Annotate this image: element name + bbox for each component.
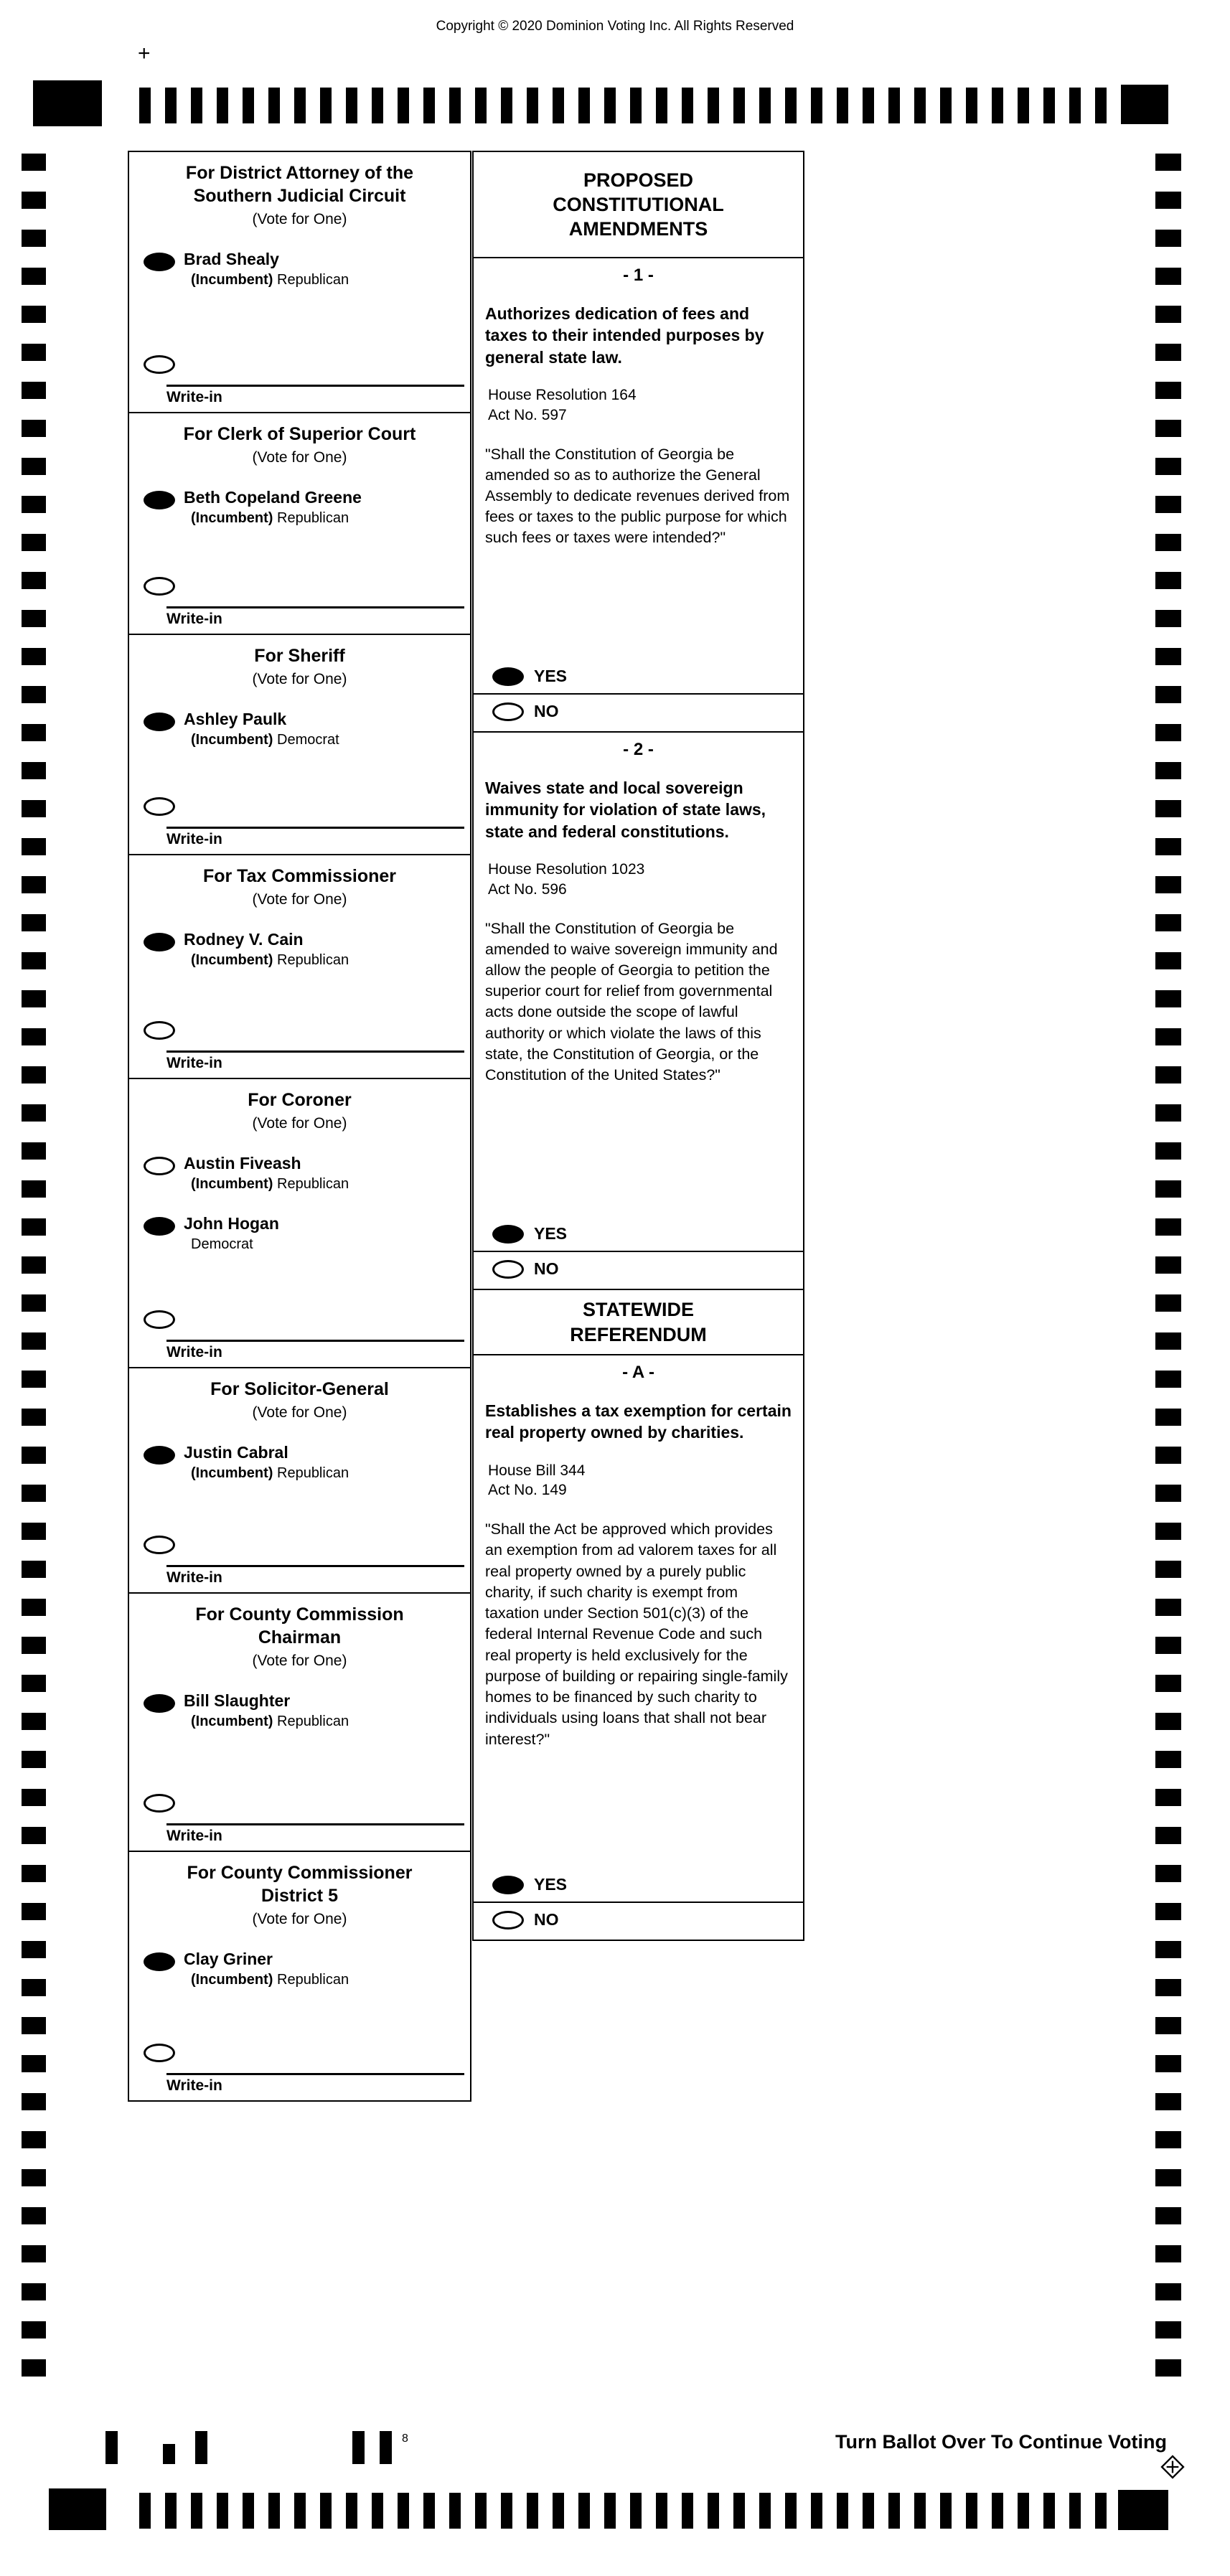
write-in-label: Write-in <box>166 1055 222 1071</box>
amendments-header <box>472 151 804 258</box>
measure-summary: Establishes a tax exemption for certain real property owned by charities. <box>485 1401 792 1442</box>
contest-title-line: Chairman <box>258 1627 342 1647</box>
candidate-name: Austin Fiveash <box>184 1154 301 1172</box>
write-in-label: Write-in <box>166 1344 222 1360</box>
candidate-oval-filled[interactable] <box>144 713 175 731</box>
write-in-oval-row <box>129 1310 470 1332</box>
contest-tax-commissioner <box>128 854 471 1079</box>
no-choice-row <box>485 702 792 721</box>
contest-title-line: For County Commissioner <box>187 1863 413 1883</box>
yes-oval[interactable] <box>492 1225 524 1244</box>
candidate-party <box>184 1714 349 1730</box>
ballot-id-mark <box>380 2431 392 2464</box>
no-oval[interactable] <box>492 1911 524 1929</box>
candidate-text <box>184 1950 349 1988</box>
ballot-id-mark <box>105 2431 118 2464</box>
write-in-line[interactable] <box>166 2073 464 2095</box>
write-in-oval-row <box>129 1794 470 1816</box>
candidate-oval-filled[interactable] <box>144 253 175 271</box>
vote-for-instruction: (Vote for One) <box>252 1404 347 1421</box>
ballot-id-mark <box>195 2431 207 2464</box>
vote-for-instruction: (Vote for One) <box>252 1911 347 1927</box>
write-in-oval-row <box>129 355 470 377</box>
spacer <box>129 1730 470 1794</box>
measure-ref-line: Act No. 597 <box>488 406 567 423</box>
no-oval[interactable] <box>492 1260 524 1279</box>
measure-reference <box>485 385 792 425</box>
choice-separator <box>474 693 803 695</box>
candidate-qualifier: (Incumbent) <box>191 952 273 968</box>
spacer <box>485 1086 792 1224</box>
candidate-row <box>129 1214 470 1253</box>
header-line: REFERENDUM <box>570 1323 707 1345</box>
measure-number: - 2 - <box>623 740 654 759</box>
measure-ref-line: Act No. 149 <box>488 1482 567 1499</box>
measure-question: "Shall the Act be approved which provides an exemption from ad valorem taxes for all real property owned by a purely public charity, if such charity is exempt from taxation under Section 501(c)(3) of the federal Internal Revenue Code and such real property is held exclusively for the purpose of building or repairing single-family homes to be financed by such charity to individuals using loans that shall not bear interest?" <box>485 1520 788 1748</box>
candidate-oval-filled[interactable] <box>144 933 175 951</box>
timing-corner-square <box>49 2488 106 2530</box>
ballot-id-char: 8 <box>402 2432 408 2445</box>
spacer <box>129 1253 470 1310</box>
write-in-label: Write-in <box>166 389 222 405</box>
candidate-name: Bill Slaughter <box>184 1691 291 1710</box>
referendum-header <box>472 1289 804 1355</box>
vote-for-instruction: (Vote for One) <box>252 449 347 466</box>
candidate-oval-filled[interactable] <box>144 1694 175 1713</box>
candidate-text <box>184 1214 279 1253</box>
candidate-qualifier: (Incumbent) <box>191 1176 273 1192</box>
vote-for-instruction: (Vote for One) <box>252 1653 347 1669</box>
spacer <box>129 527 470 577</box>
timing-marks-top <box>139 88 1107 123</box>
no-label: NO <box>534 1910 559 1929</box>
yes-oval[interactable] <box>492 1876 524 1894</box>
candidate-oval-filled[interactable] <box>144 1217 175 1236</box>
candidate-text <box>184 488 362 527</box>
write-in-label: Write-in <box>166 831 222 847</box>
candidate-party <box>184 952 349 969</box>
contest-district-attorney <box>128 151 471 413</box>
candidate-oval-filled[interactable] <box>144 491 175 509</box>
timing-corner-square <box>33 80 102 126</box>
candidate-party <box>184 272 349 288</box>
measure-reference <box>485 1461 792 1500</box>
candidate-row <box>129 710 470 748</box>
contest-title-line: For Sheriff <box>254 646 345 666</box>
write-in-oval[interactable] <box>144 1021 175 1040</box>
contest-county-commission-chairman <box>128 1592 471 1852</box>
header-line: AMENDMENTS <box>568 218 708 240</box>
write-in-line[interactable] <box>166 1340 464 1361</box>
spacer <box>129 748 470 797</box>
yes-oval[interactable] <box>492 667 524 686</box>
candidate-oval-empty[interactable] <box>144 1157 175 1175</box>
yes-choice-row <box>485 667 792 686</box>
contest-title-line: District 5 <box>261 1886 338 1906</box>
vote-for-instruction: (Vote for One) <box>252 1115 347 1132</box>
contest-solicitor-general <box>128 1367 471 1594</box>
candidate-party <box>184 1972 349 1988</box>
no-choice-row <box>485 1910 792 1929</box>
yes-choice-row <box>485 1224 792 1244</box>
registration-mark-icon <box>1158 2453 1187 2481</box>
candidate-oval-filled[interactable] <box>144 1446 175 1465</box>
header-line: PROPOSED <box>583 169 694 191</box>
candidate-name: Justin Cabral <box>184 1443 288 1462</box>
contest-coroner <box>128 1078 471 1368</box>
measure-ref-line: Act No. 596 <box>488 880 567 898</box>
yes-label: YES <box>534 1875 568 1894</box>
yes-label: YES <box>534 667 568 685</box>
contests-column <box>128 151 471 2102</box>
candidate-row <box>129 1154 470 1193</box>
candidate-name: Rodney V. Cain <box>184 930 304 949</box>
candidate-party-name: Republican <box>277 1465 349 1481</box>
choice-separator <box>474 1902 803 1903</box>
contest-clerk-superior-court <box>128 412 471 635</box>
contest-title-line: Southern Judicial Circuit <box>193 186 406 206</box>
measure-summary: Authorizes dedication of fees and taxes to their intended purposes by general state law. <box>485 304 764 367</box>
write-in-label: Write-in <box>166 1828 222 1844</box>
candidate-oval-filled[interactable] <box>144 1952 175 1971</box>
candidate-text <box>184 1691 349 1730</box>
candidate-name: Ashley Paulk <box>184 710 287 728</box>
candidate-party-name: Republican <box>277 1972 349 1988</box>
contest-title <box>129 1852 470 1907</box>
write-in-line[interactable] <box>166 827 464 848</box>
header-line: STATEWIDE <box>583 1299 694 1321</box>
candidate-row <box>129 488 470 527</box>
contest-title <box>129 1594 470 1649</box>
candidate-row <box>129 1950 470 1988</box>
contest-title <box>129 635 470 667</box>
contest-county-commissioner-district-5 <box>128 1851 471 2102</box>
vote-for-instruction: (Vote for One) <box>252 891 347 908</box>
candidate-qualifier: (Incumbent) <box>191 1714 273 1729</box>
write-in-oval[interactable] <box>144 797 175 816</box>
candidate-party <box>184 732 339 748</box>
contest-title-line: For Clerk of Superior Court <box>183 424 416 444</box>
contest-title-line: For Tax Commissioner <box>202 866 397 886</box>
spacer <box>129 288 470 355</box>
vote-for-instruction: (Vote for One) <box>252 671 347 687</box>
contest-sheriff <box>128 634 471 855</box>
no-label: NO <box>534 702 559 720</box>
write-in-label: Write-in <box>166 2077 222 2094</box>
ballot-id-mark <box>352 2431 365 2464</box>
yes-label: YES <box>534 1224 568 1243</box>
write-in-line[interactable] <box>166 385 464 406</box>
spacer <box>129 1988 470 2044</box>
write-in-oval-row <box>129 577 470 599</box>
write-in-label: Write-in <box>166 611 222 627</box>
vote-for-instruction: (Vote for One) <box>252 211 347 227</box>
timing-corner-square <box>1121 85 1168 124</box>
write-in-oval[interactable] <box>144 1794 175 1813</box>
candidate-row <box>129 1691 470 1730</box>
candidate-text <box>184 250 349 288</box>
spacer <box>485 1750 792 1875</box>
candidate-party <box>184 1465 349 1482</box>
candidate-qualifier: (Incumbent) <box>191 1972 273 1988</box>
write-in-oval-row <box>129 1021 470 1043</box>
candidate-name: Beth Copeland Greene <box>184 488 362 507</box>
measure-number: - 1 - <box>623 265 654 285</box>
candidate-name: Brad Shealy <box>184 250 279 268</box>
ballot-id-mark <box>163 2444 175 2464</box>
copyright-text: Copyright © 2020 Dominion Voting Inc. All Rights Reserved <box>436 19 794 34</box>
spacer <box>129 969 470 1021</box>
header-line: CONSTITUTIONAL <box>553 193 724 215</box>
measure-number: - A - <box>622 1363 654 1382</box>
candidate-qualifier: (Incumbent) <box>191 272 273 288</box>
write-in-oval[interactable] <box>144 2044 175 2062</box>
candidate-party <box>184 510 362 527</box>
candidate-party-name: Republican <box>277 952 349 968</box>
measure-amendment-1 <box>472 257 804 733</box>
write-in-label: Write-in <box>166 1569 222 1586</box>
candidate-name: John Hogan <box>184 1214 279 1233</box>
write-in-line[interactable] <box>166 1050 464 1072</box>
write-in-line[interactable] <box>166 606 464 628</box>
candidate-party-name: Democrat <box>191 1236 253 1252</box>
spacer <box>129 1482 470 1536</box>
contest-title <box>129 413 470 446</box>
candidate-row <box>129 930 470 969</box>
measure-question: "Shall the Constitution of Georgia be amended to waive sovereign immunity and allow the people of Georgia to petition the superior court for relief from governmental acts done outside the scope of lawful authority or which violate the laws of this state, the Constitution of Georgia, or the Constitution of the United States?" <box>485 919 778 1084</box>
write-in-oval-row <box>129 1536 470 1558</box>
write-in-oval-row <box>129 797 470 819</box>
candidate-party-name: Republican <box>277 1176 349 1192</box>
measures-column <box>472 151 804 1941</box>
write-in-oval[interactable] <box>144 577 175 596</box>
write-in-line[interactable] <box>166 1565 464 1587</box>
contest-title <box>129 1368 470 1401</box>
candidate-qualifier: (Incumbent) <box>191 510 273 526</box>
contest-title <box>129 152 470 207</box>
timing-marks-bottom <box>139 2493 1107 2529</box>
candidate-row <box>129 1443 470 1482</box>
candidate-party-name: Republican <box>277 1714 349 1729</box>
candidate-name: Clay Griner <box>184 1950 273 1968</box>
candidate-party <box>184 1236 279 1253</box>
write-in-oval[interactable] <box>144 355 175 374</box>
contest-title-line: For Coroner <box>248 1090 352 1110</box>
candidate-party-name: Republican <box>277 510 349 526</box>
timing-marks-left <box>22 154 46 2377</box>
measure-summary: Waives state and local sovereign immunity for violation of state laws, state and federal constitutions. <box>485 779 766 841</box>
measure-ref-line: House Resolution 164 <box>488 387 637 404</box>
candidate-party-name: Republican <box>277 272 349 288</box>
contest-title <box>129 1079 470 1111</box>
choice-separator <box>474 1251 803 1252</box>
candidate-party-name: Democrat <box>277 732 339 748</box>
candidate-text <box>184 930 349 969</box>
no-label: NO <box>534 1259 559 1278</box>
contest-title-line: For Solicitor-General <box>210 1379 389 1399</box>
contest-title-line: For District Attorney of the <box>185 163 414 183</box>
write-in-oval-row <box>129 2044 470 2066</box>
candidate-text <box>184 1443 349 1482</box>
candidate-qualifier: (Incumbent) <box>191 732 273 748</box>
measure-referendum-a <box>472 1354 804 1941</box>
plus-registration-mark: + <box>138 42 151 65</box>
candidate-row <box>129 250 470 288</box>
timing-marks-right <box>1155 154 1181 2377</box>
candidate-text <box>184 1154 349 1193</box>
candidate-text <box>184 710 339 748</box>
no-oval[interactable] <box>492 702 524 721</box>
measure-question: "Shall the Constitution of Georgia be amended so as to authorize the General Assembly to dedicate revenues derived from fees or taxes to the public purpose for which such fees or taxes were intended?" <box>485 445 790 547</box>
measure-amendment-2 <box>472 731 804 1290</box>
measure-ref-line: House Resolution 1023 <box>488 861 645 878</box>
contest-title <box>129 855 470 888</box>
write-in-oval[interactable] <box>144 1310 175 1329</box>
turn-ballot-notice: Turn Ballot Over To Continue Voting <box>835 2431 1167 2453</box>
write-in-oval[interactable] <box>144 1536 175 1554</box>
spacer <box>485 549 792 667</box>
contest-title-line: For County Commission <box>195 1604 404 1625</box>
timing-corner-square <box>1118 2490 1168 2530</box>
yes-choice-row <box>485 1875 792 1894</box>
measure-ref-line: House Bill 344 <box>488 1462 586 1479</box>
candidate-party <box>184 1176 349 1193</box>
write-in-line[interactable] <box>166 1823 464 1845</box>
measure-reference <box>485 860 792 899</box>
no-choice-row <box>485 1259 792 1279</box>
candidate-qualifier: (Incumbent) <box>191 1465 273 1481</box>
